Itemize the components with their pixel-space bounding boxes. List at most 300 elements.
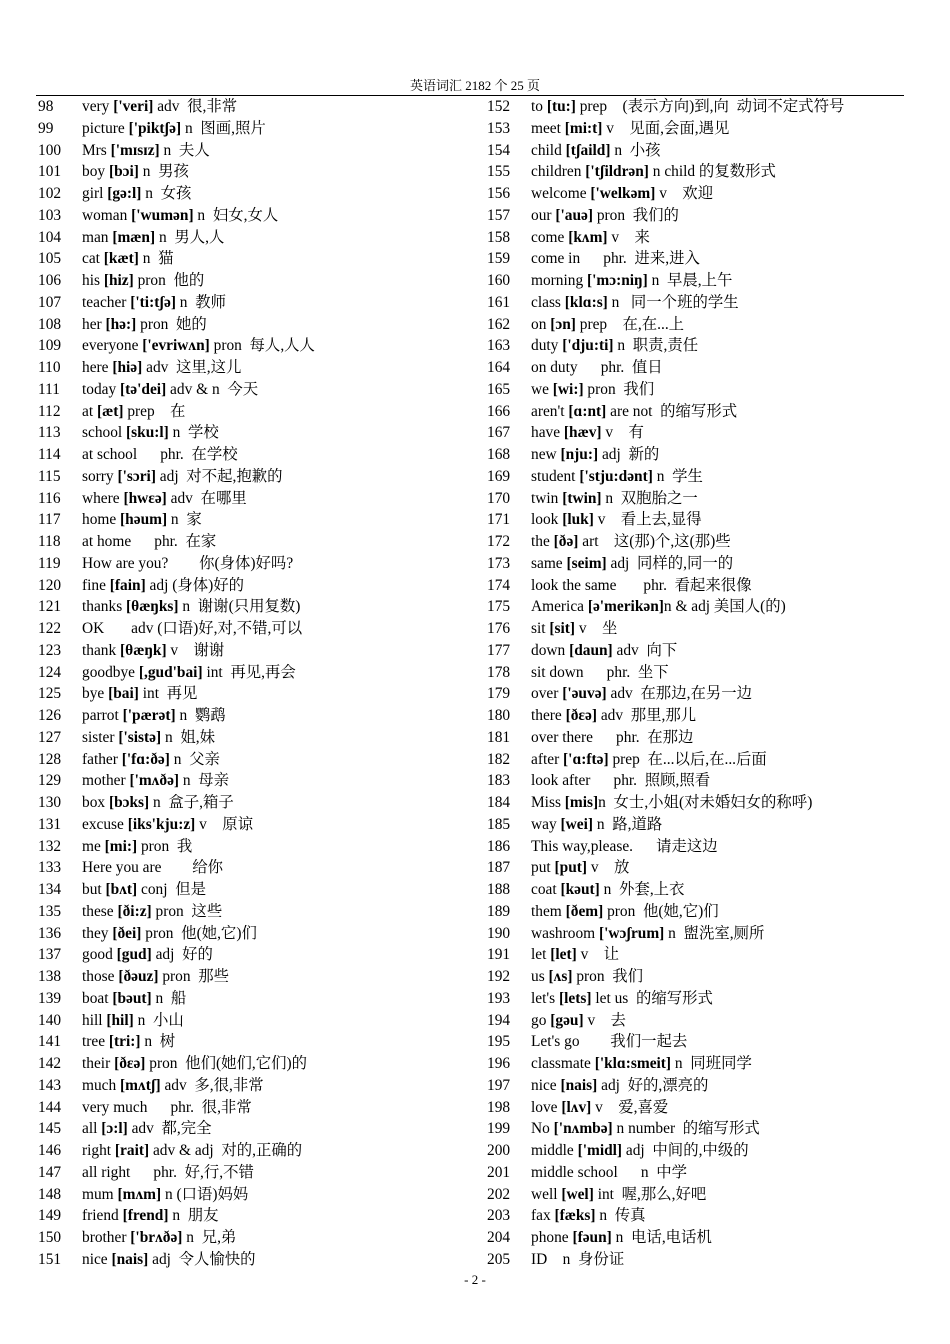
entry-meaning: v 欢迎 <box>655 185 714 202</box>
entry-phonetic: ['mɔ:niŋ] <box>587 272 648 289</box>
vocab-entry <box>487 270 907 292</box>
entry-meaning: adv 多,很,非常 <box>160 1076 264 1094</box>
vocab-entry <box>38 118 468 140</box>
vocab-entry <box>487 966 907 988</box>
entry-number: 202 <box>487 1185 511 1203</box>
entry-number: 111 <box>38 380 60 398</box>
vocab-entry <box>487 836 907 858</box>
entry-word: nice <box>531 1076 561 1094</box>
entry-phonetic: [twin] <box>562 489 602 507</box>
entry-meaning: n 传真 <box>595 1207 646 1225</box>
entry-phonetic: ['pærət] <box>122 707 176 724</box>
entry-meaning: int 再见 <box>138 685 198 703</box>
entry-phonetic: [nju:] <box>560 446 599 463</box>
entry-word: look after <box>531 772 591 790</box>
entry-word: after <box>531 750 564 768</box>
entry-meaning: adv 都,完全 <box>127 1120 212 1138</box>
entry-meaning: adv (口语)好,对,不错,可以 <box>104 620 303 637</box>
entry-meaning: n 树 <box>140 1033 176 1051</box>
entry-meaning: n 猫 <box>138 250 174 268</box>
entry-word: nice <box>82 1250 112 1268</box>
entry-word: very much <box>82 1098 148 1116</box>
entry-meaning: let us 的缩写形式 <box>591 989 713 1007</box>
entry-number: 172 <box>487 533 511 550</box>
entry-number: 164 <box>487 359 511 376</box>
vocab-entry <box>487 749 907 771</box>
entry-meaning: n 电话,电话机 <box>611 1229 712 1246</box>
entry-meaning: n & adj 美国人(的) <box>663 598 786 616</box>
entry-number: 167 <box>487 424 511 442</box>
entry-meaning: n 兄,弟 <box>182 1229 237 1246</box>
entry-meaning: phr. 照顾,照看 <box>590 772 711 790</box>
vocab-entry <box>487 662 907 684</box>
entry-meaning: n 小山 <box>133 1011 184 1029</box>
entry-number: 178 <box>487 663 511 681</box>
entry-meaning: n 女士,小姐(对未婚妇女的称呼) <box>598 794 813 811</box>
entry-meaning: prep 在...以后,在...后面 <box>608 750 767 768</box>
entry-number: 188 <box>487 881 511 898</box>
vocab-entry <box>38 857 468 879</box>
entry-word: us <box>531 968 549 985</box>
vocab-entry <box>487 335 907 357</box>
entry-word: new <box>531 446 561 463</box>
entry-phonetic: ['brʌðə] <box>130 1229 183 1246</box>
vocab-entry <box>38 531 468 553</box>
entry-number: 139 <box>38 989 62 1007</box>
vocab-entry <box>38 1097 468 1119</box>
entry-word: friend <box>82 1207 123 1225</box>
vocab-entry <box>487 1031 907 1053</box>
vocab-entry <box>487 509 907 531</box>
entry-phonetic: ['sɔri] <box>117 467 156 485</box>
entry-number: 135 <box>38 902 62 920</box>
entry-word: come <box>531 228 569 246</box>
entry-meaning: n (口语)妈妈 <box>161 1185 249 1203</box>
entry-word: everyone <box>82 337 143 355</box>
entry-word: excuse <box>82 815 128 833</box>
vocab-entry <box>38 1010 468 1032</box>
entry-word: very <box>82 98 114 115</box>
entry-number: 124 <box>38 663 62 681</box>
entry-phonetic: [tʃaild] <box>565 141 611 159</box>
entry-number: 173 <box>487 554 511 572</box>
entry-meaning: n number 的缩写形式 <box>612 1120 760 1138</box>
entry-phonetic: [gud] <box>116 946 152 964</box>
entry-number: 102 <box>38 185 62 202</box>
entry-meaning: int 再见,再会 <box>202 663 296 681</box>
vocab-entry <box>38 618 468 640</box>
entry-number: 189 <box>487 902 511 920</box>
entry-phonetic: [mis] <box>564 794 599 811</box>
entry-meaning: adv 在那边,在另一边 <box>606 685 753 703</box>
vocab-entry <box>38 1118 468 1140</box>
entry-number: 110 <box>38 359 61 376</box>
entry-number: 128 <box>38 750 62 768</box>
vocab-entry <box>38 814 468 836</box>
vocab-entry <box>38 944 468 966</box>
entry-word: love <box>531 1098 562 1116</box>
entry-phonetic: [rait] <box>114 1142 150 1159</box>
entry-phonetic: ['piktʃə] <box>128 119 182 137</box>
entry-number: 155 <box>487 163 511 181</box>
entry-meaning: adv & adj 对的,正确的 <box>149 1142 303 1159</box>
entry-phonetic: [θæŋk] <box>120 641 167 659</box>
entry-meaning: pron 我们 <box>583 380 655 398</box>
vocab-entry <box>487 857 907 879</box>
vocab-entry <box>38 662 468 684</box>
entry-phonetic: [mi:] <box>104 837 138 855</box>
entry-number: 136 <box>38 924 62 942</box>
entry-phonetic: [θæŋks] <box>126 598 179 616</box>
entry-phonetic: ['auə] <box>555 206 593 224</box>
entry-phonetic: ['tʃildrən] <box>585 163 649 181</box>
entry-phonetic: ['welkəm] <box>590 185 656 202</box>
vocab-entry <box>487 422 907 444</box>
entry-word: goodbye <box>82 663 139 681</box>
vocab-entry <box>38 770 468 792</box>
entry-number: 195 <box>487 1033 511 1051</box>
entry-phonetic: ['veri] <box>113 98 154 115</box>
vocab-entry <box>38 749 468 771</box>
entry-meaning: v 见面,会面,遇见 <box>602 119 730 137</box>
entry-word: teacher <box>82 293 131 311</box>
entry-word: all <box>82 1120 102 1138</box>
entry-phonetic: [lets] <box>559 989 592 1007</box>
vocab-entry <box>38 140 468 162</box>
entry-phonetic: [bʌt] <box>105 881 138 898</box>
entry-meaning: v 原谅 <box>195 815 254 833</box>
entry-number: 109 <box>38 337 62 355</box>
entry-word: put <box>531 859 555 877</box>
entry-word: his <box>82 272 104 289</box>
vocab-entry <box>487 1053 907 1075</box>
entry-meaning: phr. 坐下 <box>583 663 669 681</box>
vocab-entry <box>487 944 907 966</box>
entry-word: at school <box>82 446 138 463</box>
vocab-column-right <box>487 96 907 1271</box>
entry-word: over <box>531 685 563 703</box>
entry-number: 98 <box>38 98 54 115</box>
entry-number: 194 <box>487 1011 511 1029</box>
entry-meaning: phr. 在家 <box>131 533 217 550</box>
entry-word: thank <box>82 641 121 659</box>
vocab-entry <box>487 314 907 336</box>
entry-meaning: 我们一起去 <box>579 1033 688 1051</box>
entry-number: 132 <box>38 837 62 855</box>
entry-phonetic: [fəun] <box>572 1229 612 1246</box>
entry-word: classmate <box>531 1055 595 1072</box>
entry-number: 176 <box>487 620 511 637</box>
entry-meaning: adv 向下 <box>612 641 678 659</box>
entry-word: Let's go <box>531 1033 580 1051</box>
entry-word: her <box>82 315 106 333</box>
entry-meaning: n 母亲 <box>179 772 230 790</box>
entry-phonetic: [iks'kju:z] <box>127 815 196 833</box>
entry-phonetic: [ði:z] <box>117 902 152 920</box>
entry-number: 148 <box>38 1185 62 1203</box>
entry-number: 126 <box>38 707 62 724</box>
entry-word: bye <box>82 685 109 703</box>
entry-word: down <box>531 641 570 659</box>
entry-meaning: n 图画,照片 <box>181 119 266 137</box>
vocab-entry <box>487 292 907 314</box>
entry-word: father <box>82 750 122 768</box>
vocab-entry <box>38 879 468 901</box>
entry-word: sister <box>82 728 119 746</box>
entry-phonetic: ['wɔʃrum] <box>598 924 665 942</box>
entry-meaning: n 同班同学 <box>671 1055 752 1072</box>
entry-word: look <box>531 511 563 529</box>
entry-number: 170 <box>487 489 511 507</box>
entry-number: 156 <box>487 185 511 202</box>
entry-meaning: pron 每人,人人 <box>209 337 315 355</box>
entry-phonetic: [wi:] <box>552 380 584 398</box>
entry-word: phone <box>531 1229 573 1246</box>
entry-phonetic: [sit] <box>549 620 576 637</box>
entry-number: 177 <box>487 641 511 659</box>
vocab-entry <box>38 292 468 314</box>
entry-word: ID <box>531 1250 548 1268</box>
entry-meaning: v 看上去,显得 <box>593 511 702 529</box>
entry-word: boat <box>82 989 113 1007</box>
entry-meaning: n 小孩 <box>610 141 661 159</box>
vocab-entry <box>38 1205 468 1227</box>
entry-phonetic: [hiə] <box>112 359 143 376</box>
entry-phonetic: [hə:] <box>105 315 137 333</box>
entry-meaning: adj (身体)好的 <box>145 576 245 594</box>
entry-meaning: art 这(那)个,这(那)些 <box>578 533 731 550</box>
vocab-entry <box>38 923 468 945</box>
entry-word: they <box>82 924 113 942</box>
entry-number: 157 <box>487 206 511 224</box>
vocab-entry <box>487 1227 907 1249</box>
entry-meaning: pron 这些 <box>151 902 223 920</box>
entry-phonetic: ['dju:ti] <box>562 337 614 355</box>
entry-phonetic: [ðεə] <box>565 707 597 724</box>
entry-phonetic: [let] <box>550 946 577 964</box>
vocab-entry <box>487 814 907 836</box>
entry-number: 160 <box>487 272 511 289</box>
entry-number: 134 <box>38 881 62 898</box>
entry-word: come in <box>531 250 581 268</box>
entry-word: we <box>531 380 553 398</box>
entry-meaning: pron 她的 <box>136 315 207 333</box>
entry-word: How are you? <box>82 554 169 572</box>
entry-word: way <box>531 815 561 833</box>
entry-word: go <box>531 1011 551 1029</box>
entry-phonetic: [seim] <box>566 554 607 572</box>
vocab-entry <box>487 792 907 814</box>
entry-word: the <box>531 533 554 550</box>
vocab-entry <box>487 1075 907 1097</box>
vocab-entry <box>487 683 907 705</box>
entry-number: 146 <box>38 1142 62 1159</box>
entry-number: 108 <box>38 315 62 333</box>
entry-meaning: n 同一个班的学生 <box>607 293 739 311</box>
entry-meaning: n 船 <box>151 989 187 1007</box>
entry-word: America <box>531 598 588 616</box>
entry-meaning: phr. 很,非常 <box>147 1098 252 1116</box>
entry-number: 198 <box>487 1098 511 1116</box>
entry-word: let's <box>531 989 559 1007</box>
entry-word: tree <box>82 1033 109 1051</box>
entry-word: sit down <box>531 663 584 681</box>
entry-number: 159 <box>487 250 511 268</box>
entry-phonetic: [gəu] <box>550 1011 584 1029</box>
entry-word: those <box>82 968 119 985</box>
entry-word: home <box>82 511 121 529</box>
vocab-entry <box>38 422 468 444</box>
entry-word: these <box>82 902 118 920</box>
entry-meaning: 给你 <box>161 859 224 877</box>
vocab-entry <box>487 640 907 662</box>
entry-number: 181 <box>487 728 511 746</box>
entry-word: their <box>82 1055 115 1072</box>
entry-meaning: n 教师 <box>175 293 226 311</box>
entry-phonetic: [lʌv] <box>561 1098 592 1116</box>
entry-number: 131 <box>38 815 62 833</box>
entry-number: 204 <box>487 1229 511 1246</box>
vocab-entry <box>487 705 907 727</box>
entry-word: our <box>531 206 556 224</box>
vocab-entry <box>38 509 468 531</box>
entry-word: them <box>531 902 566 920</box>
page-footer: - 2 - <box>464 1272 486 1287</box>
entry-meaning: 请走这边 <box>633 837 718 855</box>
vocab-entry <box>487 1097 907 1119</box>
entry-word: on <box>531 315 551 333</box>
entry-meaning: n 鹦鹉 <box>175 707 226 724</box>
entry-word: school <box>82 424 127 442</box>
vocab-entry <box>38 966 468 988</box>
entry-phonetic: [mæn] <box>112 228 156 246</box>
entry-number: 186 <box>487 837 511 855</box>
entry-meaning: adj 好的,漂亮的 <box>597 1076 709 1094</box>
vocab-entry <box>487 205 907 227</box>
vocab-entry <box>38 1162 468 1184</box>
entry-word: well <box>531 1185 562 1203</box>
entry-word: duty <box>531 337 563 355</box>
entry-word: to <box>531 98 547 115</box>
entry-phonetic: [ðεə] <box>114 1055 146 1072</box>
entry-meaning: pron 我们的 <box>593 206 679 224</box>
entry-number: 184 <box>487 794 511 811</box>
entry-meaning: n 谢谢(只用复数) <box>178 598 301 616</box>
entry-number: 121 <box>38 598 62 616</box>
entry-word: middle <box>531 1142 578 1159</box>
entry-phonetic: [mʌtʃ] <box>120 1076 161 1094</box>
entry-meaning: pron 我 <box>137 837 193 855</box>
entry-number: 142 <box>38 1055 62 1072</box>
entry-number: 165 <box>487 380 511 398</box>
entry-word: welcome <box>531 185 591 202</box>
entry-word: student <box>531 467 580 485</box>
entry-phonetic: [ə'merikən] <box>587 598 664 616</box>
vocab-entry <box>38 1184 468 1206</box>
vocab-entry <box>38 314 468 336</box>
entry-number: 191 <box>487 946 511 964</box>
entry-phonetic: [bəut] <box>112 989 152 1007</box>
vocab-entry <box>487 379 907 401</box>
vocab-entry <box>38 227 468 249</box>
entry-number: 190 <box>487 924 511 942</box>
entry-number: 100 <box>38 141 62 159</box>
entry-phonetic: [klɑ:s] <box>564 293 608 311</box>
entry-phonetic: [frend] <box>122 1207 169 1225</box>
entry-word: same <box>531 554 567 572</box>
entry-word: Miss <box>531 794 565 811</box>
entry-word: fine <box>82 576 110 594</box>
entry-word: coat <box>531 881 561 898</box>
entry-phonetic: [daun] <box>569 641 613 659</box>
entry-number: 117 <box>38 511 61 529</box>
entry-number: 152 <box>487 98 511 115</box>
entry-word: there <box>531 707 566 724</box>
vocab-entry <box>38 335 468 357</box>
entry-meaning: adj 中间的,中级的 <box>622 1142 749 1159</box>
vocab-entry <box>487 770 907 792</box>
vocab-entry <box>487 248 907 270</box>
vocab-entry <box>38 640 468 662</box>
entry-word: woman <box>82 206 132 224</box>
entry-meaning: prep 在,在...上 <box>575 315 685 333</box>
entry-meaning: v 来 <box>607 228 650 246</box>
entry-meaning: adv 很,非常 <box>153 98 238 115</box>
vocab-entry <box>38 1227 468 1249</box>
vocab-entry <box>487 596 907 618</box>
entry-number: 116 <box>38 489 61 507</box>
entry-meaning: prep (表示方向)到,向 动词不定式符号 <box>575 98 845 115</box>
entry-number: 149 <box>38 1207 62 1225</box>
entry-word: meet <box>531 119 565 137</box>
vocab-entry <box>38 205 468 227</box>
entry-meaning: are not 的缩写形式 <box>606 402 738 420</box>
vocab-entry <box>487 466 907 488</box>
vocab-entry <box>38 488 468 510</box>
entry-word: fax <box>531 1207 555 1225</box>
entry-phonetic: [hwεə] <box>123 489 167 507</box>
vocab-entry <box>487 1118 907 1140</box>
vocab-entry <box>487 1162 907 1184</box>
entry-meaning: v 让 <box>576 946 620 964</box>
entry-meaning: n 父亲 <box>169 750 220 768</box>
entry-number: 101 <box>38 163 62 181</box>
vocab-entry <box>38 575 468 597</box>
entry-phonetic: [gə:l] <box>107 185 142 202</box>
entry-meaning: n 学生 <box>652 467 703 485</box>
entry-phonetic: [ɑ:nt] <box>568 402 607 420</box>
entry-phonetic: ['midl] <box>577 1142 623 1159</box>
entry-meaning: 你(身体)好吗? <box>168 554 294 572</box>
entry-meaning: pron 他(她,它)们 <box>141 924 257 942</box>
entry-meaning: n 学校 <box>168 424 219 442</box>
entry-meaning: n 身份证 <box>547 1250 625 1268</box>
entry-number: 175 <box>487 598 511 616</box>
vocab-entry <box>487 879 907 901</box>
entry-phonetic: [ðei] <box>112 924 142 942</box>
entry-word: brother <box>82 1229 131 1246</box>
entry-word: where <box>82 489 124 507</box>
entry-number: 147 <box>38 1163 62 1181</box>
entry-word: Here you are <box>82 859 162 877</box>
entry-phonetic: [nais] <box>560 1076 598 1094</box>
entry-number: 122 <box>38 620 62 637</box>
entry-word: child <box>531 141 566 159</box>
entry-phonetic: [wel] <box>561 1185 594 1203</box>
entry-number: 180 <box>487 707 511 724</box>
entry-number: 185 <box>487 815 511 833</box>
entry-phonetic: ['ti:tʃə] <box>130 293 176 311</box>
